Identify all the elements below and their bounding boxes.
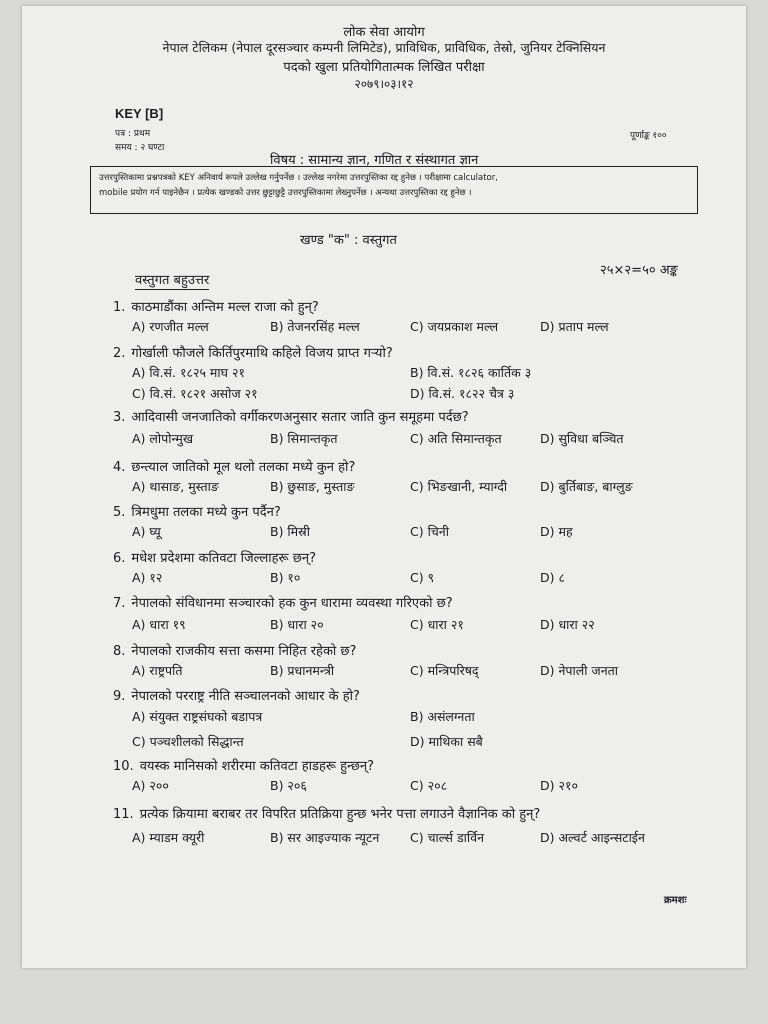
instructions-line-1: उत्तरपुस्तिकामा प्रश्नपत्रको KEY अनिवार्य रूपले उल्लेख गर्नुपर्नेछ । उल्लेख नगरेमा उत्तरपुस्तिका रद्द हुनेछ । परीक्षामा calculator, bbox=[99, 173, 498, 183]
question-8-option-a: A) राष्ट्रपति bbox=[132, 663, 183, 678]
question-text: गोर्खाली फौजले किर्तिपुरमाथि कहिले विजय प्राप्त गर्‍यो? bbox=[131, 346, 393, 361]
question-4-option-d: D) बुर्तिबाङ, बाग्लुङ bbox=[540, 479, 633, 494]
question-number: 1. bbox=[113, 300, 126, 315]
commission-name: लोक सेवा आयोग bbox=[343, 25, 425, 40]
question-5 bbox=[113, 502, 281, 520]
question-8-option-c: C) मन्त्रिपरिषद् bbox=[410, 663, 479, 678]
question-text: नेपालको परराष्ट्र नीति सञ्चालनको आधार के हो? bbox=[131, 689, 360, 704]
question-6-option-c: C) ९ bbox=[410, 570, 435, 585]
question-11-option-a: A) म्याडम क्यूरी bbox=[132, 830, 205, 845]
full-marks-label: पूर्णाङ्क १०० bbox=[630, 131, 667, 141]
question-9-option-c: C) पञ्चशीलको सिद्धान्त bbox=[132, 734, 244, 749]
question-2-option-d: D) वि.सं. १८२२ चैत्र ३ bbox=[410, 386, 515, 401]
question-text: नेपालको संविधानमा सञ्चारको हक कुन धारामा व्यवस्था गरिएको छ? bbox=[131, 596, 453, 611]
subsection-title-text: वस्तुगत बहुउत्तर bbox=[135, 273, 210, 288]
question-9 bbox=[113, 686, 360, 704]
question-number: 9. bbox=[113, 689, 126, 704]
exam-date: २०७९।०३।१२ bbox=[354, 77, 414, 91]
question-number: 2. bbox=[113, 346, 126, 361]
question-1-option-c: C) जयप्रकाश मल्ल bbox=[410, 319, 499, 334]
question-2-option-c: C) वि.सं. १८२१ असोज २१ bbox=[132, 386, 258, 401]
question-text: प्रत्येक क्रियामा बराबर तर विपरित प्रतिक्रिया हुन्छ भनेर पत्ता लगाउने वैज्ञानिक को हुन्? bbox=[139, 807, 541, 822]
question-2 bbox=[113, 343, 393, 361]
question-8 bbox=[113, 641, 356, 659]
question-9-option-b: B) असंलग्नता bbox=[410, 709, 475, 724]
question-number: 3. bbox=[113, 410, 126, 425]
question-7-option-b: B) धारा २० bbox=[270, 617, 324, 632]
question-text: मधेश प्रदेशमा कतिवटा जिल्लाहरू छन्? bbox=[131, 551, 317, 566]
question-3-option-a: A) लोपोन्मुख bbox=[132, 431, 194, 446]
question-number: 11. bbox=[113, 807, 134, 822]
question-7 bbox=[113, 593, 453, 611]
question-number: 10. bbox=[113, 759, 134, 774]
question-7-option-c: C) धारा २१ bbox=[410, 617, 464, 632]
question-9-option-a: A) संयुक्त राष्ट्रसंघको बडापत्र bbox=[132, 709, 263, 724]
question-5-option-b: B) मिस्री bbox=[270, 524, 310, 539]
key-label: KEY [B] bbox=[115, 106, 164, 121]
question-6-option-a: A) १२ bbox=[132, 570, 163, 585]
question-6 bbox=[113, 548, 316, 566]
question-4-option-c: C) भिङखानी, म्याग्दी bbox=[410, 479, 508, 494]
section-marks: २५×२=५० अङ्क bbox=[600, 263, 678, 278]
question-11-option-b: B) सर आइज्याक न्यूटन bbox=[270, 830, 380, 845]
question-7-option-d: D) धारा २२ bbox=[540, 617, 595, 632]
question-3-option-d: D) सुविधा बञ्चित bbox=[540, 431, 624, 446]
instructions-line-2: mobile प्रयोग गर्न पाइनेछैन । प्रत्येक खण्डको उत्तर छुट्टाछुट्टै उत्तरपुस्तिकामा लेख्नुपर्नेछ । अन्यथा उत्तरपुस्तिका रद्द हुनेछ । bbox=[99, 188, 472, 198]
question-6-option-d: D) ८ bbox=[540, 570, 565, 585]
question-7-option-a: A) धारा १९ bbox=[132, 617, 186, 632]
question-text: छन्त्याल जातिको मूल थलो तलका मध्ये कुन हो? bbox=[131, 460, 356, 475]
question-3 bbox=[113, 407, 469, 425]
question-text: आदिवासी जनजातिको वर्गीकरणअनुसार सतार जाति कुन समूहमा पर्दछ? bbox=[131, 410, 469, 425]
question-text: त्रिमधुमा तलका मध्ये कुन पर्दैन? bbox=[131, 505, 281, 520]
question-4-option-b: B) छुसाङ, मुस्ताङ bbox=[270, 479, 355, 494]
question-number: 6. bbox=[113, 551, 126, 566]
question-5-option-a: A) घ्यू bbox=[132, 524, 161, 539]
question-8-option-b: B) प्रधानमन्त्री bbox=[270, 663, 335, 678]
question-number: 7. bbox=[113, 596, 126, 611]
paper-label: पत्र : प्रथम bbox=[115, 129, 151, 139]
question-text: काठमाडौंका अन्तिम मल्ल राजा को हुन्? bbox=[131, 300, 319, 315]
question-8-option-d: D) नेपाली जनता bbox=[540, 663, 619, 678]
continued-label: क्रमशः bbox=[664, 895, 687, 906]
question-10-option-b: B) २०६ bbox=[270, 778, 307, 793]
question-1-option-b: B) तेजनरसिंह मल्ल bbox=[270, 319, 360, 334]
question-1-option-d: D) प्रताप मल्ल bbox=[540, 319, 609, 334]
question-number: 8. bbox=[113, 644, 126, 659]
question-number: 4. bbox=[113, 460, 126, 475]
section-title: खण्ड "क" : वस्तुगत bbox=[300, 233, 397, 248]
question-text: वयस्क मानिसको शरीरमा कतिवटा हाडहरू हुन्छन्? bbox=[139, 759, 374, 774]
question-1 bbox=[113, 297, 319, 315]
question-4-option-a: A) थासाङ, मुस्ताङ bbox=[132, 479, 219, 494]
question-2-option-a: A) वि.सं. १८२५ माघ २१ bbox=[132, 365, 246, 380]
question-10 bbox=[113, 756, 374, 774]
question-text: नेपालको राजकीय सत्ता कसमा निहित रहेको छ? bbox=[131, 644, 357, 659]
question-11-option-c: C) चार्ल्स डार्विन bbox=[410, 830, 485, 845]
exam-title: नेपाल टेलिकम (नेपाल दूरसञ्चार कम्पनी लिमिटेड), प्राविधिक, प्राविधिक, तेस्रो, जुनियर टेक्निसियन bbox=[162, 40, 606, 55]
instructions-box bbox=[90, 166, 698, 214]
question-4 bbox=[113, 457, 355, 475]
time-label: समय : २ घण्टा bbox=[115, 143, 165, 153]
question-1-option-a: A) रणजीत मल्ल bbox=[132, 319, 209, 334]
question-2-option-b: B) वि.सं. १८२६ कार्तिक ३ bbox=[410, 365, 532, 380]
question-9-option-d: D) माथिका सबै bbox=[410, 734, 483, 749]
question-5-option-d: D) मह bbox=[540, 524, 573, 539]
question-11-option-d: D) अल्वर्ट आइन्सटाईन bbox=[540, 830, 645, 845]
question-3-option-c: C) अति सिमान्तकृत bbox=[410, 431, 502, 446]
question-11 bbox=[113, 804, 540, 822]
exam-subtitle: पदको खुला प्रतियोगितात्मक लिखित परीक्षा bbox=[283, 60, 485, 75]
subject-line: विषय : सामान्य ज्ञान, गणित र संस्थागत ज्ञान bbox=[270, 153, 479, 168]
question-10-option-c: C) २०८ bbox=[410, 778, 448, 793]
question-number: 5. bbox=[113, 505, 126, 520]
question-10-option-a: A) २०० bbox=[132, 778, 169, 793]
question-3-option-b: B) सिमान्तकृत bbox=[270, 431, 338, 446]
question-6-option-b: B) १० bbox=[270, 570, 301, 585]
question-10-option-d: D) २१० bbox=[540, 778, 578, 793]
subsection-title bbox=[135, 270, 209, 288]
question-5-option-c: C) चिनी bbox=[410, 524, 449, 539]
